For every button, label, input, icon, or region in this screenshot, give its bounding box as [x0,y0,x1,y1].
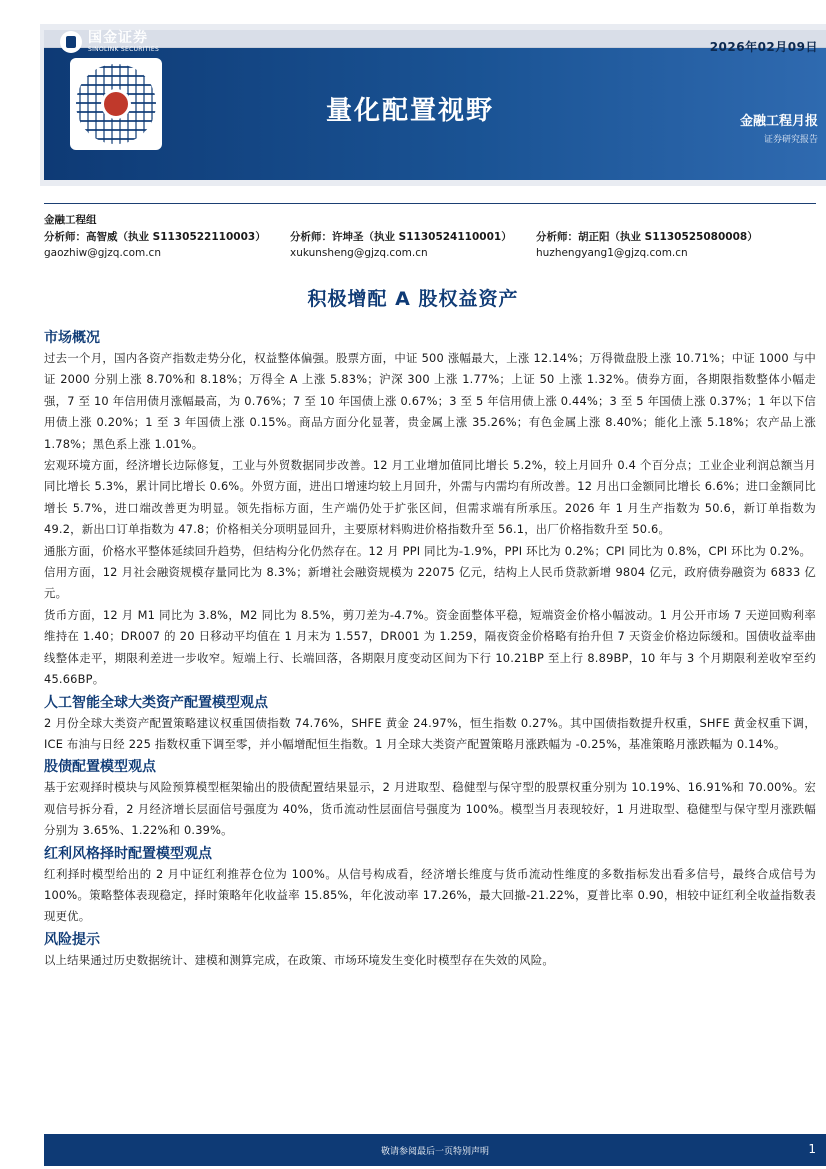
report-subtype: 证券研究报告 [763,135,818,145]
section-title-risk: 风险提示 [44,931,100,948]
report-date: 2026年02月09日 [709,40,818,54]
analyst-2: 分析师：许坤圣（执业 S1130524110001） [290,231,512,243]
market-para-2: 宏观环境方面，经济增长边际修复，工业与外贸数据同步改善。12 月工业增加值同比增长 5.2%，较上月回升 0.4 个百分点；工业企业利润总额当月同比增长 5.3%，累计同比增长 0.6%。外贸方面，进出口增速均较上月回升，外需与内需均有所改善。12 月出口金额同比增长 6.6%；进口金额同比增长 5.7%，进口端改善更为明显。领先指标方面，生产端仍处于扩张区间，但需求端有所承压。2026 年 1 月生产指数为 50.6，新订单指数为 49.2，新出口订单指数为 47.8；价格相关分项明显回升，主要原材料购进价格指数升至 56.1，出厂价格指数升至 50.6。 [44,458,816,537]
analyst-names [44,229,814,244]
logo-en: SINOLINK SECURITIES [88,46,160,53]
logo-cn: 国金证券 [88,30,148,46]
report-headline: 积极增配 A 股权益资产 [307,288,519,310]
research-group: 金融工程组 [44,214,97,226]
dividend-para: 红利择时模型给出的 2 月中证红利推荐仓位为 100%。从信号构成看，经济增长维度与货币流动性维度的多数指标发出看多信号，最终合成信号为 100%。策略整体表现稳定，择时策略年化收益率 15.85%，年化波动率 17.26%，最大回撤-21.22%，夏普比率 0.90，相较中证红利全收益指数表现更优。 [44,866,816,924]
author-divider [44,203,816,204]
logo-mark-icon [60,31,82,53]
market-para-4: 信用方面，12 月社会融资规模存量同比为 8.3%；新增社会融资规模为 22075 亿元，结构上人民币贷款新增 9804 亿元，政府债券融资为 6833 亿元。 [44,565,816,601]
footer-disclaimer: 敬请参阅最后一页特别声明 [380,1147,489,1157]
stock-bond-para: 基于宏观择时模块与风险预算模型框架输出的股债配置结果显示，2 月进取型、稳健型与保守型的股票权重分别为 10.19%、16.91%和 70.00%。宏观信号拆分看，2 月经济增长层面信号强度为 40%，货币流动性层面信号强度为 100%。模型当月表现较好，1 月进取型、稳健型与保守型月涨跌幅分别为 3.65%、1.22%和 0.39%。 [44,780,816,838]
logo-text [88,30,159,54]
analyst-3: 分析师：胡正阳（执业 S1130525080008） [536,231,758,243]
analyst-1-email[interactable]: gaozhiw@gjzq.com.cn [44,247,161,259]
market-para-3: 通胀方面，价格水平整体延续回升趋势，但结构分化仍然存在。12 月 PPI 同比为-1.9%，PPI 环比为 0.2%；CPI 同比为 0.8%，CPI 环比为 0.2%。 [44,543,812,558]
company-logo [60,30,159,54]
header-top-bar [44,30,826,48]
page-number: 1 [808,1142,816,1156]
section-title-stock-bond: 股债配置模型观点 [44,759,156,776]
section-title-market: 市场概况 [44,330,100,346]
risk-para: 以上结果通过历史数据统计、建模和测算完成，在政策、市场环境发生变化时模型存在失效的风险。 [44,952,554,967]
report-type: 金融工程月报 [739,114,818,129]
section-title-dividend: 红利风格择时配置模型观点 [44,845,212,862]
analyst-1: 分析师：高智威（执业 S1130522110003） [44,231,266,243]
ai-allocation-para: 2 月份全球大类资产配置策略建议权重国债指数 74.76%，SHFE 黄金 24.97%，恒生指数 0.27%。其中国债指数提升权重，SHFE 黄金权重下调，ICE 布油与日经 225 指数权重下调至零，并小幅增配恒生指数。1 月全球大类资产配置策略月涨跌幅为 -0.25%，基准策略月涨跌幅为 0.14%。 [44,715,816,751]
analyst-2-email[interactable]: xukunsheng@gjzq.com.cn [290,247,428,259]
qr-pattern-icon [76,64,156,144]
analyst-3-email[interactable]: huzhengyang1@gjzq.com.cn [536,247,688,259]
analyst-block [44,229,814,259]
report-body [44,326,816,971]
qr-code [70,58,162,150]
report-series-title: 量化配置视野 [326,96,495,126]
market-para-5: 货币方面，12 月 M1 同比为 3.8%，M2 同比为 8.5%，剪刀差为-4.7%。资金面整体平稳，短端资金价格小幅波动。1 月公开市场 7 天逆回购利率维持在 1.40；DR007 的 20 日移动平均值在 1 月末为 1.557，DR001 为 1.259，隔夜资金价格略有抬升但 7 天资金价格边际缓和。国债收益率曲线整体走平，期限利差进一步收窄。短端上行、长端回落，各期限月度变动区间为下行 10.21BP 至上行 8.89BP，10 年与 3 个月期限利差收窄至约 45.66BP。 [44,607,816,687]
market-para-1: 过去一个月，国内各资产指数走势分化，权益整体偏强。股票方面，中证 500 涨幅最大，上涨 12.14%；万得微盘股上涨 10.71%；中证 1000 与中证 2000 分别上涨 8.70%和 8.18%；万得全 A 上涨 5.83%；沪深 300 上涨 1.77%；上证 50 上涨 1.32%。债券方面，各期限指数整体小幅走强，7 至 10 年信用债月涨幅最高，为 0.76%；7 至 10 年国债上涨 0.67%；3 至 5 年信用债上涨 0.44%；3 至 5 年国债上涨 0.37%；1 年以下信用债上涨 0.20%；1 至 3 年国债上涨 0.15%。商品方面分化显著，贵金属上涨 35.26%；有色金属上涨 8.40%；能化上涨 5.18%；农产品上涨 1.78%；黑色系上涨 1.01%。 [44,351,816,451]
section-title-ai-allocation: 人工智能全球大类资产配置模型观点 [44,694,268,711]
page-footer [44,1134,826,1166]
analyst-emails [44,247,814,259]
qr-center-logo-icon [101,89,131,119]
